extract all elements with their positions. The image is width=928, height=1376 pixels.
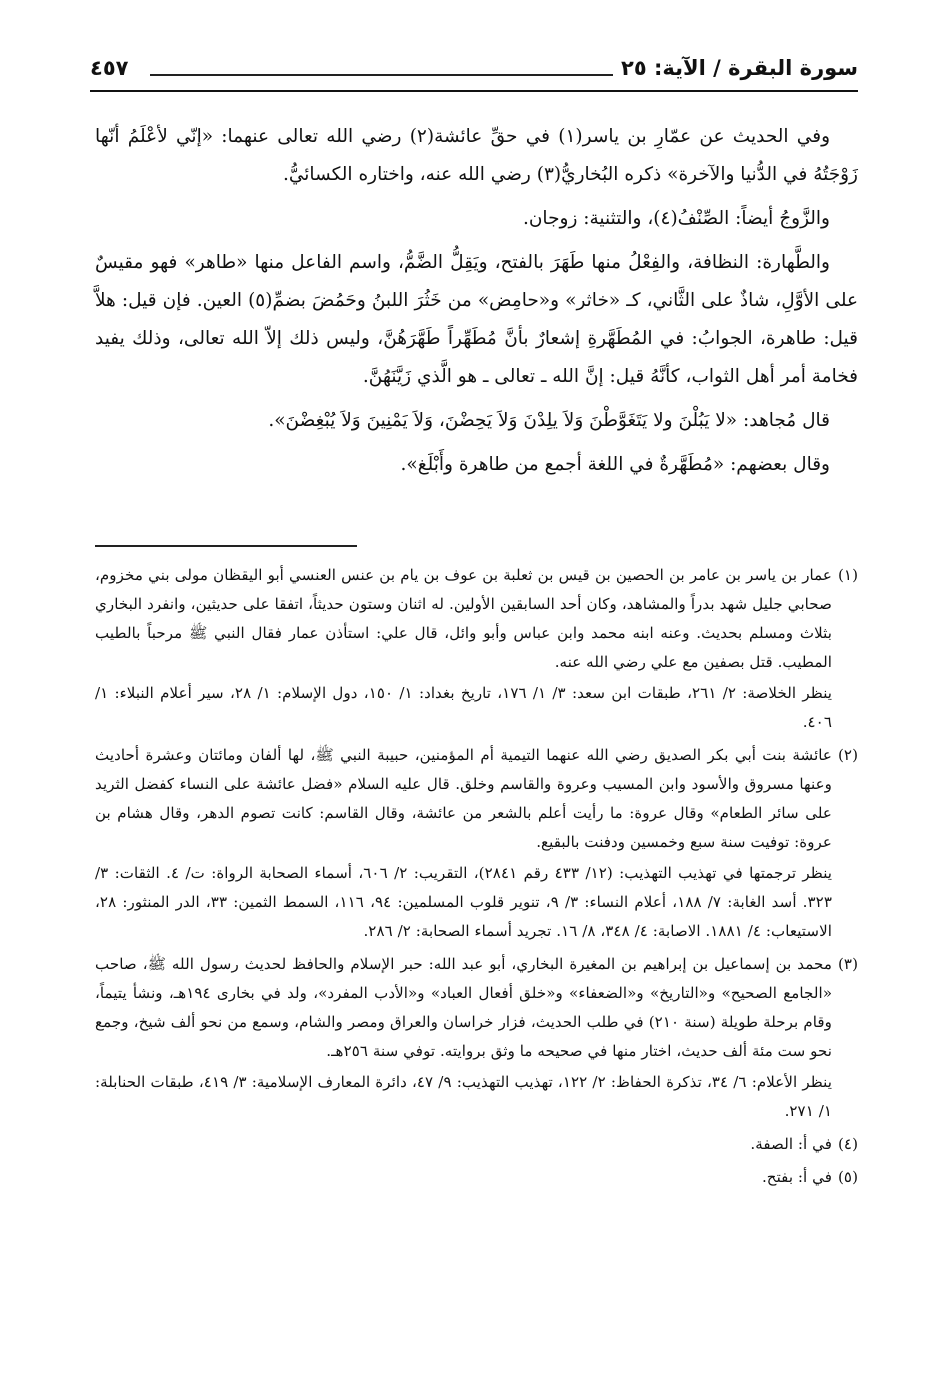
footnote-number: (٢): [837, 746, 858, 764]
footnote-number: (٤): [837, 1135, 858, 1153]
footnote-text: في أ: الصفة.: [750, 1135, 832, 1153]
footnote-number: (٥): [837, 1168, 858, 1186]
footnote-text: عمار بن ياسر بن عامر بن الحصين بن قيس بن ثعلبة بن عوف بن يام بن عنس العنسي أبو اليقظان مولى بني مخزوم، صحابي جليل شهد بدراً والمشاهد، وكان أحد السابقين الأولين. له اثنان وستون حديثاً، اتفقا على حديثين، وانفرد البخاري بثلاث ومسلم بحديث. وعنه ابنه محمد وابن عباس وأبو وائل، قال علي: استأذن عمار فقال النبي ﷺ مرحباً بالطيب المطيب. قتل بصفين مع علي رضي الله عنه.: [95, 566, 832, 671]
header-divider: [90, 90, 858, 92]
footnote: [95, 1163, 858, 1192]
footnote-body: [95, 1130, 832, 1159]
main-paragraph: والزَّوجُ أيضاً: الصِّنْفُ(٤)، والتثنية: زوجان.: [522, 208, 830, 229]
main-paragraph: قال مُجاهد: «لا يَبُلْنَ ولا يَتَغَوَّطْنَ وَلاَ يلِدْنَ وَلاَ يَحِضْنَ، وَلاَ يَمْنِينَ وَلاَ يُبْغِضْنَ».: [268, 410, 830, 431]
footnote-body: [95, 1163, 832, 1192]
footnote-text: محمد بن إسماعيل بن إبراهيم بن المغيرة البخاري، أبو عبد الله: حبر الإسلام والحافظ لحديث رسول الله ﷺ، صاحب «الجامع الصحيح» و«التاريخ» و«الضعفاء» و«خلق أفعال العباد» و«الأدب المفرد»، ولد في بخارى ١٩٤هـ، ونشأ يتيماً، وقام برحلة طويلة (سنة ٢١٠) في طلب الحديث، فزار خراسان والعراق ومصر والشام، وسمع من نحو ألف شيخ، وجمع نحو ست مئة ألف حديث، اختار منها في صحيحه ما وثق بروايته. توفي سنة ٢٥٦هـ.: [95, 955, 832, 1060]
footnote-text: ينظر الخلاصة: ٢/ ٢٦١، طبقات ابن سعد: ٣/ ١/ ١٧٦، تاريخ بغداد: ١/ ١٥٠، دول الإسلام: ١/ ٢٨، سير أعلام النبلاء: ١/ ٤٠٦.: [95, 684, 833, 731]
footnote-text: في أ: بفتح.: [761, 1168, 832, 1186]
footnotes: [95, 561, 858, 1192]
main-paragraph: وقال بعضهم: «مُطَهَّرةٌ في اللغة أجمع من طاهرة وأَبْلَغ».: [400, 454, 830, 475]
footnote-text: ينظر ترجمتها في تهذيب التهذيب: (١٢/ ٤٣٣ رقم ٢٨٤١)، التقريب: ٢/ ٦٠٦، أسماء الصحابة الرواة: ت/ ٤. الثقات: ٣/ ٣٢٣. أسد الغابة: ٧/ ١٨٨، أعلام النساء: ٣/ ٩، تنوير قلوب المسلمين: ٩٤، ١١٦، السمط الثمين: ٣٣، الدر المنثور: ٢٨، الاستيعاب: ٤/ ١٨٨١. الاصابة: ٤/ ٣٤٨، ٨/ ١٦. تجريد أسماء الصحابة: ٢/ ٢٨٦.: [95, 864, 833, 940]
footnote-number: (٣): [837, 955, 858, 973]
footnote-separator: [95, 545, 357, 547]
footnote-text: عائشة بنت أبي بكر الصديق رضي الله عنهما التيمية أم المؤمنين، حبيبة النبي ﷺ، لها ألفان ومائتان وعشرة أحاديث وعنها مسروق والأسود وابن المسيب وعروة والقاسم وخلق. قال عليه السلام «فضل عائشة على النساء كفضل الثريد على سائر الطعام» وقال عروة: ما رأيت أعلم بالشعر من عائشة، وقال القاسم: كانت تصوم الدهر، وقال هشام بن عروة: توفيت سنة سبع وخمسين ودفنت بالبقيع.: [95, 746, 832, 851]
footnote: [95, 950, 858, 1126]
footnote-body: [95, 741, 832, 946]
footnote: [95, 1130, 858, 1159]
footnote-body: [95, 561, 832, 737]
main-paragraph: وفي الحديث عن عمّارِ بن ياسر(١) في حقِّ عائشة(٢) رضي الله تعالى عنهما: «إنّي لأعْلَمُ أنّها زَوْجَتُهُ في الدُّنيا والآخرة» ذكره البُخاريُّ(٣) رضي الله عنه، واختاره الكسائيُّ.: [95, 126, 858, 185]
main-text: [95, 118, 858, 490]
footnote-body: [95, 950, 832, 1126]
footnote: [95, 561, 858, 737]
main-paragraph: والطَّهارة: النظافة، والفِعْلُ منها طَهَرَ بالفتح، ويَقِلُّ الضَّمُّ، واسم الفاعل منها «طاهر» فهو مقيسٌ على الأوَّلِ، شاذٌ على الثَّاني، كـ «خاثر» و«حامِض» من خَثُرَ اللبنُ وحَمُضَ بضمِّ(٥) العين. فإن قيل: هلاَّ قيل: طاهرة، الجوابُ: في المُطَهَّرةِ إشعارٌ بأنَّ مُطَهِّراً طَهَّرَهُنَّ، وليس ذلك إلاّ الله تعالى، وذلك يفيد فخامة أمر أهل الثواب، كأنَّهُ قيل: إنَّ الله ـ تعالى ـ هو الَّذي زَيَّنَهُنَّ.: [95, 252, 858, 387]
running-title: سورة البقرة / الآية: ٢٥: [621, 56, 858, 80]
footnote: [95, 741, 858, 946]
page-header: [90, 52, 858, 92]
page-number: ٤٥٧: [90, 56, 129, 80]
footnote-number: (١): [837, 566, 858, 584]
footnote-text: ينظر الأعلام: ٦/ ٣٤، تذكرة الحفاظ: ٢/ ١٢٢، تهذيب التهذيب: ٩/ ٤٧، دائرة المعارف الإسلامية: ٣/ ٤١٩، طبقات الحنابلة: ١/ ٢٧١.: [95, 1073, 832, 1120]
header-rule: [150, 74, 613, 76]
